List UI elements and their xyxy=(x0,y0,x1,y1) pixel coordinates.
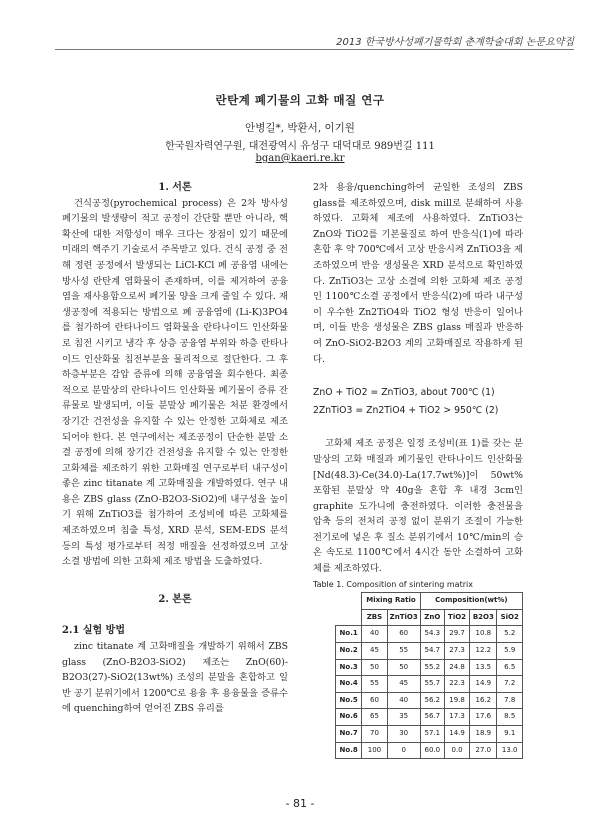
table-cell: 0.0 xyxy=(444,742,469,759)
table-cell: 50 xyxy=(362,659,387,676)
table-cell: 27.3 xyxy=(444,643,469,660)
table-column-header: ZnO xyxy=(420,609,444,626)
table-cell: 19.8 xyxy=(444,692,469,709)
table-cell: 27.0 xyxy=(470,742,497,759)
authors: 안병길*, 박환서, 이기원 xyxy=(245,122,355,134)
table-cell: 60.0 xyxy=(420,742,444,759)
paper-title: 란탄계 폐기물의 고화 매질 연구 xyxy=(215,93,385,107)
table-cell: 17.6 xyxy=(470,709,497,726)
table-column-header: ZBS xyxy=(362,609,387,626)
table-row-label: No.3 xyxy=(336,659,362,676)
table-cell: 55 xyxy=(387,643,420,660)
table-row xyxy=(336,726,523,743)
table-cell: 5.9 xyxy=(497,643,523,660)
table-column-header: TiO2 xyxy=(444,609,469,626)
table-column-header-row xyxy=(336,609,523,626)
table-group-header: Mixing Ratio xyxy=(362,593,420,610)
table-cell: 5.2 xyxy=(497,626,523,643)
table-header-row xyxy=(336,593,523,610)
table-row-label: No.5 xyxy=(336,692,362,709)
table-cell: 45 xyxy=(362,643,387,660)
table-cell: 7.2 xyxy=(497,676,523,693)
table-cell: 9.1 xyxy=(497,726,523,743)
table-row-label: No.8 xyxy=(336,742,362,759)
table-cell: 40 xyxy=(387,692,420,709)
table-cell: 10.8 xyxy=(470,626,497,643)
table-row xyxy=(336,709,523,726)
section-heading-body: 2. 본론 xyxy=(158,593,192,605)
table-cell: 45 xyxy=(387,676,420,693)
table-cell: 12.2 xyxy=(470,643,497,660)
equation-2: 2ZnTiO3 = Zn2TiO4 + TiO2 > 950℃ (2) xyxy=(313,404,499,416)
table-row xyxy=(336,626,523,643)
affiliation: 한국원자력연구원, 대전광역시 유성구 대덕대로 989번길 111 xyxy=(165,141,435,152)
table-row xyxy=(336,643,523,660)
table-cell: 13.0 xyxy=(497,742,523,759)
equation-1: ZnO + TiO2 = ZnTiO3, about 700℃ (1) xyxy=(313,387,495,399)
table-corner xyxy=(336,593,362,626)
table-cell: 60 xyxy=(387,626,420,643)
table-cell: 60 xyxy=(362,692,387,709)
table-cell: 56.2 xyxy=(420,692,444,709)
table-cell: 55.7 xyxy=(420,676,444,693)
table-body xyxy=(336,626,523,759)
table-row-label: No.1 xyxy=(336,626,362,643)
table-column-header: ZnTiO3 xyxy=(387,609,420,626)
table-cell: 30 xyxy=(387,726,420,743)
proceedings-header: 2013 한국방사성폐기물학회 춘계학술대회 논문요약집 xyxy=(336,37,574,48)
process-paragraph: 2차 용융/quenching하여 균일한 조성의 ZBS glass를 제조하였으며, disk mill로 분쇄하여 사용하였다. 고화체 제조에 사용하였다. ZnTiO3는 ZnO와 TiO2를 기본물질로 하여 반응식(1)에 따라 혼합 후 약 700℃에서 고상 반응시켜 ZnTiO3을 제조하였으며 반응 생성물은 XRD 분석으로 확인하였다. ZnTiO3는 고상 소결에 의한 고화체 제조 공정인 1100℃소결 공정에서 반응식(2)에 따라 내구성이 우수한 Zn2TiO4와 TiO2 형성 반응이 일어나며, 이들 반응 생성물은 ZBS glass 매질과 반응하여 ZnO-SiO2-B2O3 계의 고화매질로 작용하게 된다. xyxy=(313,182,523,365)
table-cell: 55.2 xyxy=(420,659,444,676)
table-cell: 54.3 xyxy=(420,626,444,643)
table-cell: 8.5 xyxy=(497,709,523,726)
table-cell: 35 xyxy=(387,709,420,726)
table-cell: 13.5 xyxy=(470,659,497,676)
table-cell: 70 xyxy=(362,726,387,743)
email-link[interactable]: bgan@kaeri.re.kr xyxy=(255,153,345,164)
table-cell: 16.2 xyxy=(470,692,497,709)
table-cell: 29.7 xyxy=(444,626,469,643)
table-row-label: No.7 xyxy=(336,726,362,743)
table-cell: 100 xyxy=(362,742,387,759)
table-row xyxy=(336,659,523,676)
header-rule xyxy=(55,49,574,50)
table-cell: 57.1 xyxy=(420,726,444,743)
table-cell: 54.7 xyxy=(420,643,444,660)
intro-paragraph: 건식공정(pyrochemical process) 은 2차 방사성 폐기물의 발생량이 적고 공정이 간단할 뿐만 아니라, 핵 확산에 대한 저항성이 매우 크다는 장점이 있기 때문에 미래의 핵주기 기술로서 주목받고 있다. 건식 공정 중 전해 정련 공정에서 발생되는 LiCl-KCl 폐 공융염 내에는 방사성 란탄계 염화물이 존재하며, 이를 제거하여 공융염을 재사용함으로써 폐기물 양을 크게 줄일 수 있다. 재생공정에 적용되는 방법으로 폐 공융염에 (Li-K)3PO4를 첨가하여 란타나이드 염화물을 란타나이드 인산화물로 침전 시키고 냉각 후 상층 공융염 부위와 하층 란타나이드 인산화물 침전부분을 물리적으로 절단한다. 그 후 하층부분은 감압 증류에 의해 공융염을 회수한다. 최종적으로 분말상의 란타나이드 인산화물 폐기물이 증류 잔류물로 발생되며, 이들 분말상 폐기물은 처분 환경에서 장기간 건전성을 유지할 수 있는 안정한 고화체로 제조 되어야 한다. 본 연구에서는 제조공정이 단순한 분말 소결 공정에 의해 장기간 건전성을 유지할 수 있는 안정한 고화체를 제조하기 위한 고화매질 연구로부터 내구성이 좋은 zinc titanate 계 고화매질을 개발하였다. 연구 내용은 ZBS glass (ZnO-B2O3-SiO2)에 내구성을 높이기 위해 ZnTiO3를 첨가하여 조성비에 따른 고화체를 제조하였으며 침출 특성, XRD 분석, SEM-EDS 분석 등의 특성 평가로부터 적정 매질을 선정하였으며 고상 소결 방법에 의한 고화체 제조 방법을 도출하였다. xyxy=(62,197,288,568)
right-column xyxy=(313,180,523,759)
page-number: - 81 - xyxy=(285,797,315,810)
subsection-heading-method: 2.1 실험 방법 xyxy=(62,625,126,637)
table-cell: 56.7 xyxy=(420,709,444,726)
table-row xyxy=(336,692,523,709)
table-cell: 65 xyxy=(362,709,387,726)
left-column xyxy=(62,180,288,717)
table-cell: 18.9 xyxy=(470,726,497,743)
table-cell: 7.8 xyxy=(497,692,523,709)
composition-table xyxy=(335,592,523,759)
table-cell: 14.9 xyxy=(470,676,497,693)
method-paragraph: zinc titanate 계 고화매질을 개발하기 위해서 ZBS glass (ZnO-B2O3-SiO2) 제조는 ZnO(60)-B2O3(27)-SiO2(13wt%) 조성의 분말을 혼합하고 일반 공기 분위기에서 1200℃로 용융 후 용융물을 증류수에 quenching하여 얻어진 ZBS 유리를 xyxy=(62,641,288,715)
table-cell: 22.3 xyxy=(444,676,469,693)
table-cell: 55 xyxy=(362,676,387,693)
table-cell: 40 xyxy=(362,626,387,643)
table-cell: 0 xyxy=(387,742,420,759)
table-column-header: B2O3 xyxy=(470,609,497,626)
table-cell: 17.3 xyxy=(444,709,469,726)
table-column-header: SiO2 xyxy=(497,609,523,626)
table-group-header: Composition(wt%) xyxy=(420,593,522,610)
table-cell: 14.9 xyxy=(444,726,469,743)
table-cell: 6.5 xyxy=(497,659,523,676)
table-row-label: No.4 xyxy=(336,676,362,693)
table-row-label: No.6 xyxy=(336,709,362,726)
table-row xyxy=(336,742,523,759)
fabrication-paragraph: 고화체 제조 공정은 일정 조성비(표 1)를 갖는 분말상의 고화 매질과 폐기물인 란타나이드 인산화물 [Nd(48.3)-Ce(34.0)-La(17.7wt%)]이 50wt% 포함된 분말상 약 40g을 혼합 후 내경 3cm인 graphite 도가니에 충전하였다. 이러한 충전물을 압축 등의 전처리 공정 없이 분위기 조절이 가능한 전기로에 넣은 후 질소 분위기에서 10℃/min의 승온 속도로 1100℃에서 4시간 동안 소결하여 고화체를 제조하였다. xyxy=(313,438,523,575)
table-cell: 24.8 xyxy=(444,659,469,676)
section-heading-intro: 1. 서론 xyxy=(158,182,192,193)
table-caption: Table 1. Composition of sintering matrix xyxy=(313,579,473,589)
table-row-label: No.2 xyxy=(336,643,362,660)
table-row xyxy=(336,676,523,693)
table-cell: 50 xyxy=(387,659,420,676)
